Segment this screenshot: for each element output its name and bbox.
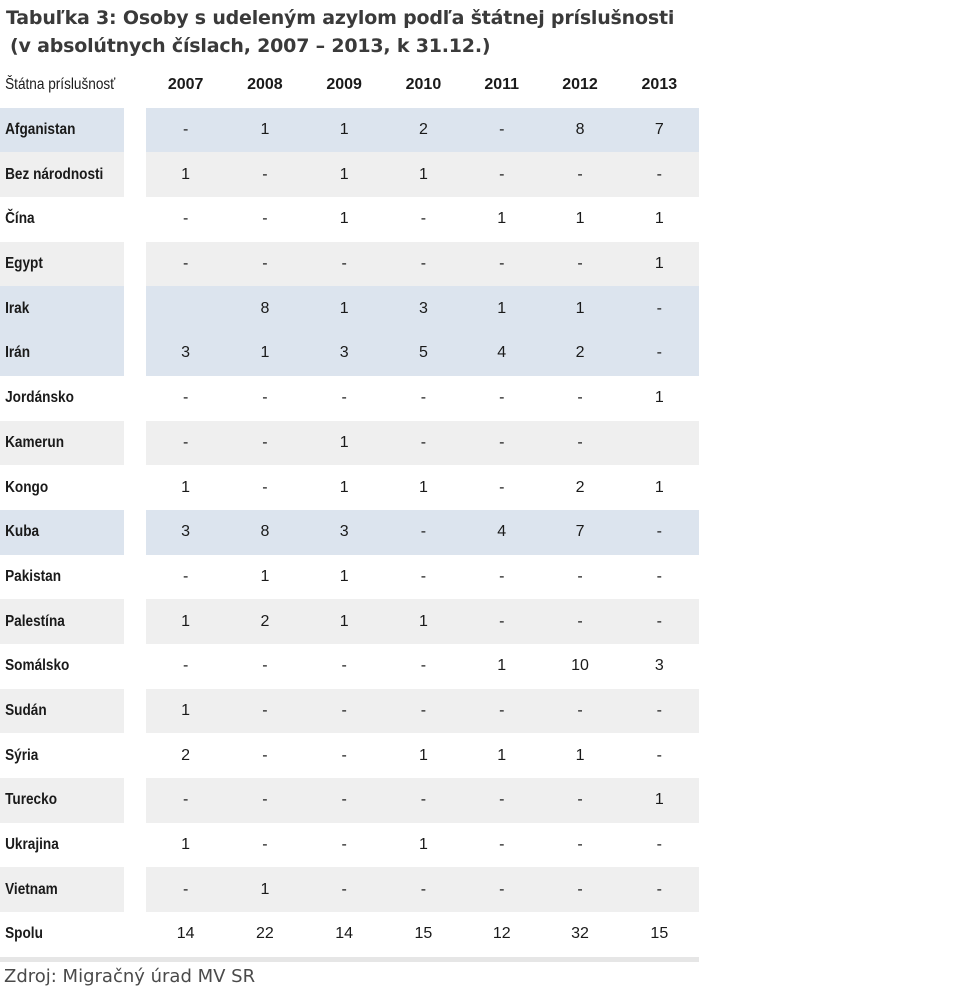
value-cell: 2: [540, 465, 619, 510]
value-cell: -: [146, 197, 225, 242]
value-cell: 1: [620, 465, 699, 510]
table-title-line-1: Tabuľka 3: Osoby s udeleným azylom podľa štátnej príslušnosti: [6, 7, 675, 29]
header-year: 2007: [146, 63, 225, 108]
table-title: [6, 4, 674, 60]
value-cell: 7: [540, 510, 619, 555]
value-cell: 1: [620, 242, 699, 287]
value-cell: 1: [305, 152, 384, 197]
value-cell: -: [540, 867, 619, 912]
value-cell: -: [225, 465, 304, 510]
value-cell: -: [463, 555, 540, 600]
header-year: 2009: [305, 63, 384, 108]
value-cell: [620, 421, 699, 466]
table-row: [0, 286, 699, 331]
value-cell: -: [540, 555, 619, 600]
asylum-table: [0, 63, 699, 962]
value-cell: -: [225, 421, 304, 466]
value-cell: -: [225, 152, 304, 197]
value-cell: 1: [463, 644, 540, 689]
country-cell: Bez národnosti: [0, 152, 124, 197]
value-cell: 4: [463, 331, 540, 376]
value-cell: 1: [305, 197, 384, 242]
value-cell: 3: [305, 510, 384, 555]
value-cell: 1: [146, 599, 225, 644]
value-cell: -: [540, 778, 619, 823]
country-cell: Irak: [0, 286, 124, 331]
value-cell: 1: [540, 286, 619, 331]
country-cell: Egypt: [0, 242, 124, 287]
value-cell: 1: [225, 331, 304, 376]
value-cell: 8: [540, 108, 619, 153]
value-cell: 1: [305, 555, 384, 600]
value-cell: -: [305, 823, 384, 868]
value-cell: -: [463, 823, 540, 868]
header-year: 2008: [225, 63, 304, 108]
value-cell: 3: [620, 644, 699, 689]
value-cell: 1: [463, 197, 540, 242]
value-cell: 1: [540, 733, 619, 778]
country-cell: Kongo: [0, 465, 124, 510]
header-year: 2011: [463, 63, 540, 108]
value-cell: -: [305, 778, 384, 823]
total-value-cell: 15: [384, 912, 463, 959]
value-cell: 1: [463, 733, 540, 778]
table-row: [0, 733, 699, 778]
value-cell: 1: [384, 152, 463, 197]
value-cell: 1: [146, 152, 225, 197]
value-cell: -: [463, 599, 540, 644]
value-cell: 1: [225, 867, 304, 912]
value-cell: 1: [463, 286, 540, 331]
header-year: 2012: [540, 63, 619, 108]
table-row: [0, 867, 699, 912]
value-cell: -: [384, 644, 463, 689]
value-cell: -: [305, 376, 384, 421]
value-cell: 2: [225, 599, 304, 644]
value-cell: 10: [540, 644, 619, 689]
value-cell: -: [146, 108, 225, 153]
total-value-cell: 14: [305, 912, 384, 959]
value-cell: -: [225, 376, 304, 421]
value-cell: -: [146, 867, 225, 912]
value-cell: 8: [225, 510, 304, 555]
value-cell: -: [620, 152, 699, 197]
table-body: [0, 108, 699, 960]
value-cell: 1: [384, 823, 463, 868]
value-cell: -: [305, 242, 384, 287]
value-cell: -: [620, 555, 699, 600]
value-cell: -: [225, 778, 304, 823]
header-year: 2013: [620, 63, 699, 108]
value-cell: -: [146, 644, 225, 689]
value-cell: -: [146, 242, 225, 287]
header-year: 2010: [384, 63, 463, 108]
value-cell: -: [463, 689, 540, 734]
value-cell: -: [620, 510, 699, 555]
value-cell: [146, 286, 225, 331]
value-cell: -: [620, 599, 699, 644]
value-cell: -: [146, 778, 225, 823]
value-cell: -: [620, 689, 699, 734]
value-cell: -: [620, 331, 699, 376]
value-cell: -: [305, 733, 384, 778]
value-cell: -: [225, 242, 304, 287]
total-value-cell: 22: [225, 912, 304, 959]
country-cell: Jordánsko: [0, 376, 124, 421]
country-cell: Ukrajina: [0, 823, 124, 868]
value-cell: -: [463, 242, 540, 287]
value-cell: 1: [225, 555, 304, 600]
value-cell: -: [540, 152, 619, 197]
value-cell: 1: [384, 465, 463, 510]
value-cell: 1: [225, 108, 304, 153]
value-cell: 3: [146, 331, 225, 376]
value-cell: -: [146, 421, 225, 466]
value-cell: 1: [384, 599, 463, 644]
value-cell: -: [384, 778, 463, 823]
table-row: [0, 644, 699, 689]
value-cell: 1: [540, 197, 619, 242]
value-cell: -: [463, 376, 540, 421]
value-cell: -: [384, 421, 463, 466]
value-cell: -: [540, 599, 619, 644]
value-cell: 1: [305, 599, 384, 644]
table-row: [0, 108, 699, 153]
value-cell: 1: [146, 823, 225, 868]
value-cell: -: [384, 376, 463, 421]
value-cell: -: [384, 197, 463, 242]
country-cell: Turecko: [0, 778, 124, 823]
value-cell: -: [463, 778, 540, 823]
total-value-cell: 32: [540, 912, 619, 959]
value-cell: -: [305, 644, 384, 689]
value-cell: -: [146, 376, 225, 421]
value-cell: 8: [225, 286, 304, 331]
table-title-line-2: (v absolútnych číslach, 2007 – 2013, k 31.12.): [10, 35, 491, 57]
value-cell: 1: [305, 421, 384, 466]
value-cell: -: [540, 421, 619, 466]
value-cell: -: [540, 689, 619, 734]
value-cell: -: [305, 867, 384, 912]
value-cell: -: [384, 242, 463, 287]
table-row: [0, 823, 699, 868]
value-cell: 1: [620, 197, 699, 242]
value-cell: -: [463, 152, 540, 197]
value-cell: -: [620, 733, 699, 778]
table-row: [0, 152, 699, 197]
value-cell: -: [463, 867, 540, 912]
header-country: Štátna príslušnosť: [0, 63, 124, 108]
value-cell: 2: [384, 108, 463, 153]
country-cell: Vietnam: [0, 867, 124, 912]
value-cell: -: [540, 242, 619, 287]
table-row: [0, 197, 699, 242]
value-cell: 3: [146, 510, 225, 555]
country-cell: Palestína: [0, 599, 124, 644]
value-cell: -: [225, 823, 304, 868]
value-cell: 1: [384, 733, 463, 778]
value-cell: 2: [540, 331, 619, 376]
value-cell: -: [620, 867, 699, 912]
table-row: [0, 465, 699, 510]
value-cell: 5: [384, 331, 463, 376]
value-cell: -: [384, 555, 463, 600]
table-row: [0, 599, 699, 644]
value-cell: -: [146, 555, 225, 600]
value-cell: -: [384, 689, 463, 734]
country-cell: Afganistan: [0, 108, 124, 153]
value-cell: -: [463, 421, 540, 466]
country-cell: Kamerun: [0, 421, 124, 466]
country-cell: Kuba: [0, 510, 124, 555]
country-cell: Sudán: [0, 689, 124, 734]
value-cell: 1: [305, 286, 384, 331]
table-row: [0, 555, 699, 600]
value-cell: -: [384, 510, 463, 555]
total-value-cell: 14: [146, 912, 225, 959]
table-row: [0, 421, 699, 466]
table-row: [0, 242, 699, 287]
value-cell: 1: [305, 108, 384, 153]
value-cell: 1: [305, 465, 384, 510]
total-value-cell: 15: [620, 912, 699, 959]
country-cell: Čína: [0, 197, 124, 242]
value-cell: 4: [463, 510, 540, 555]
value-cell: 3: [384, 286, 463, 331]
value-cell: 7: [620, 108, 699, 153]
table-row: [0, 778, 699, 823]
total-row: [0, 912, 699, 959]
value-cell: -: [225, 733, 304, 778]
country-cell: Pakistan: [0, 555, 124, 600]
value-cell: 1: [620, 778, 699, 823]
table-row: [0, 689, 699, 734]
country-cell: Somálsko: [0, 644, 124, 689]
table-row: [0, 376, 699, 421]
total-label: Spolu: [0, 912, 124, 959]
value-cell: 1: [620, 376, 699, 421]
value-cell: 1: [146, 689, 225, 734]
table-row: [0, 331, 699, 376]
table-row: [0, 510, 699, 555]
value-cell: -: [620, 823, 699, 868]
value-cell: -: [225, 689, 304, 734]
value-cell: -: [463, 108, 540, 153]
source-note: Zdroj: Migračný úrad MV SR: [4, 966, 256, 987]
country-cell: Irán: [0, 331, 124, 376]
value-cell: -: [540, 823, 619, 868]
total-value-cell: 12: [463, 912, 540, 959]
value-cell: 2: [146, 733, 225, 778]
value-cell: -: [540, 376, 619, 421]
table-header-row: [0, 63, 699, 108]
value-cell: -: [305, 689, 384, 734]
value-cell: -: [463, 465, 540, 510]
country-cell: Sýria: [0, 733, 124, 778]
value-cell: -: [384, 867, 463, 912]
value-cell: -: [225, 644, 304, 689]
value-cell: -: [225, 197, 304, 242]
value-cell: 1: [146, 465, 225, 510]
value-cell: -: [620, 286, 699, 331]
value-cell: 3: [305, 331, 384, 376]
